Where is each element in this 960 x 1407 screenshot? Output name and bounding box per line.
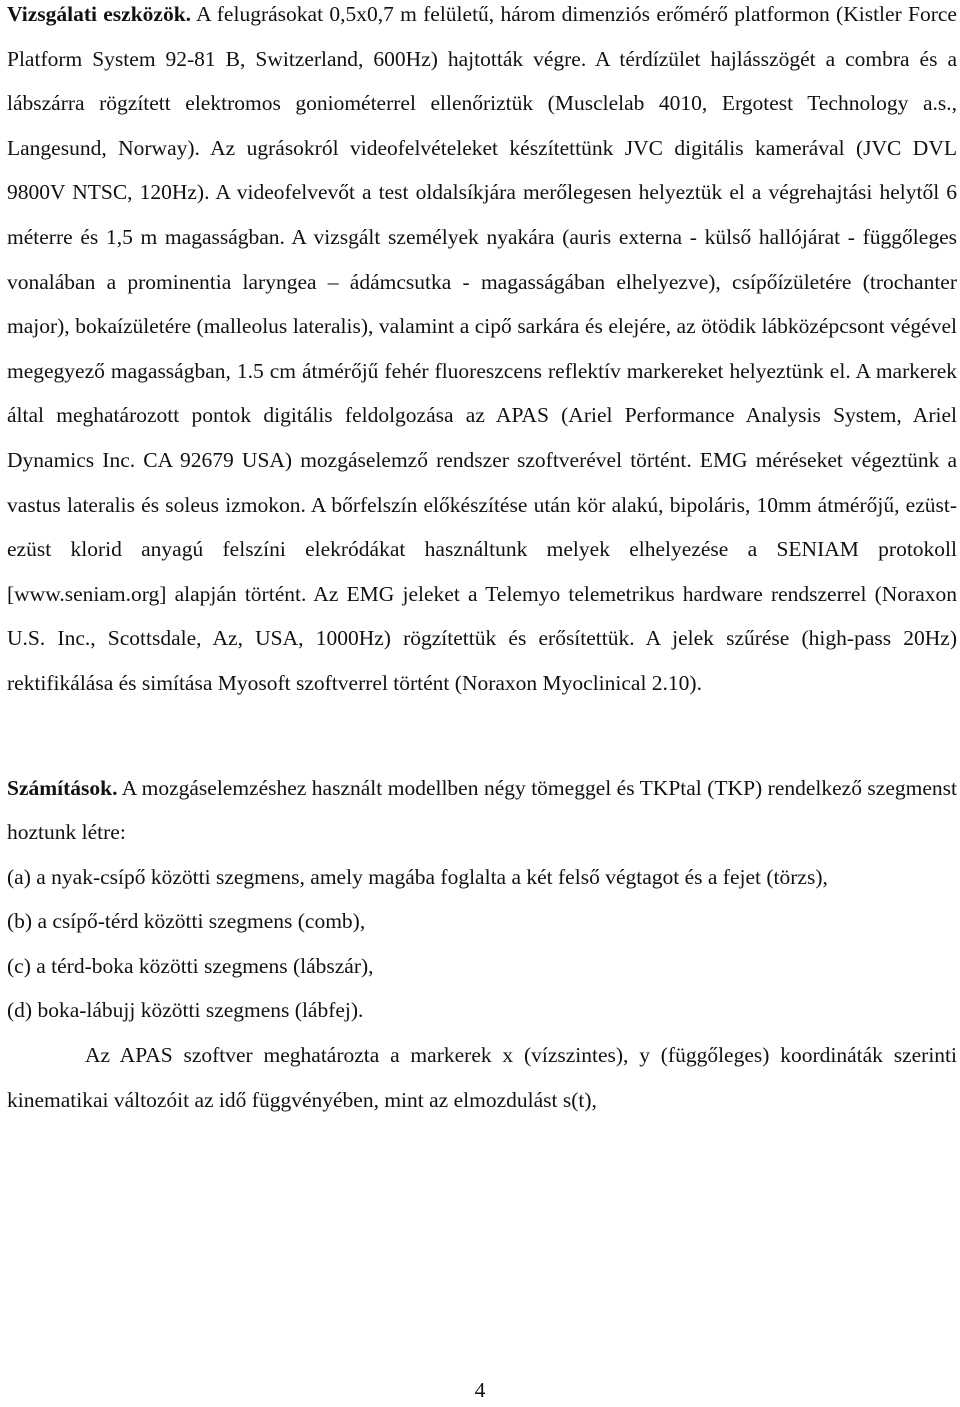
list-item-d: (d) boka-lábujj közötti szegmens (lábfej).: [7, 998, 364, 1023]
list-item-a: (a) a nyak-csípő közötti szegmens, amely magába foglalta a két felső végtagot és a fejet (törzs),: [7, 864, 828, 889]
list-item-c: (c) a térd-boka közötti szegmens (lábszár),: [7, 953, 374, 978]
list-item-b: (b) a csípő-térd közötti szegmens (comb),: [7, 909, 366, 934]
paragraph-calculations: [7, 766, 957, 855]
page-number: 4: [474, 1378, 486, 1402]
heading-calculations: Számítások.: [7, 775, 118, 800]
paragraph-instruments: [7, 0, 957, 706]
paragraph-apas: Az APAS szoftver meghatározta a markerek x (vízszintes), y (függőleges) koordináták szerinti kinematikai változóit az idő függvényében, mint az elmozdulást s(t),: [7, 1043, 957, 1112]
heading-instruments: Vizsgálati eszközök.: [7, 2, 192, 26]
instruments-body: A felugrásokat 0,5x0,7 m felületű, három dimenziós erőmérő platformon (Kistler Force Platform System 92-81 B, Switzerland, 600Hz) hajtották végre. A térdízület hajlásszögét a combra és a lábszárra rögzített elektromos goniométerrel ellenőriztük (Musclelab 4010, Ergotest Technology a.s., Langesund, Norway). Az ugrásokról videofelvételeket készítettünk JVC digitális kamerával (JVC DVL 9800V NTSC, 120Hz). A videofelvevőt a test oldalsíkjára merőlegesen helyeztük el a végrehajtási helytől 6 méterre és 1,5 m magasságban. A vizsgált személyek nyakára (auris externa - külső hallójárat - függőleges vonalában a prominentia laryngea – ádámcsutka - magasságában elhelyezve), csípőízületére (trochanter major), bokaízületére (malleolus lateralis), valamint a cipő sarkára és elejére, az ötödik lábközépcsont végével megegyező magasságban, 1.5 cm átmérőjű fehér fluoreszcens reflektív markereket helyeztünk el. A markerek által meghatározott pontok digitális feldolgozása az APAS (Ariel Performance Analysis System, Ariel Dynamics Inc. CA 92679 USA) mozgáselemző rendszer szoftverével történt. EMG méréseket végeztünk a vastus lateralis és soleus izmokon. A bőrfelszín előkészítése után kör alakú, bipoláris, 10mm átmérőjű, ezüst-ezüst klorid anyagú felszíni elekródákat használtunk melyek elhelyezése a SENIAM protokoll [www.seniam.org] alapján történt. Az EMG jeleket a Telemyo telemetrikus hardware rendszerrel (Noraxon U.S. Inc., Scottsdale, Az, USA, 1000Hz) rögzítettük és erősítettük. A jelek szűrése (high-pass 20Hz) rektifikálása és simítása Myosoft szoftverrel történt (Noraxon Myoclinical 2.10).: [7, 2, 957, 695]
calculations-intro: A mozgáselemzéshez használt modellben négy tömeggel és TKPtal (TKP) rendelkező szegmenst hoztunk létre:: [7, 775, 957, 845]
document-page: [7, 0, 957, 1122]
